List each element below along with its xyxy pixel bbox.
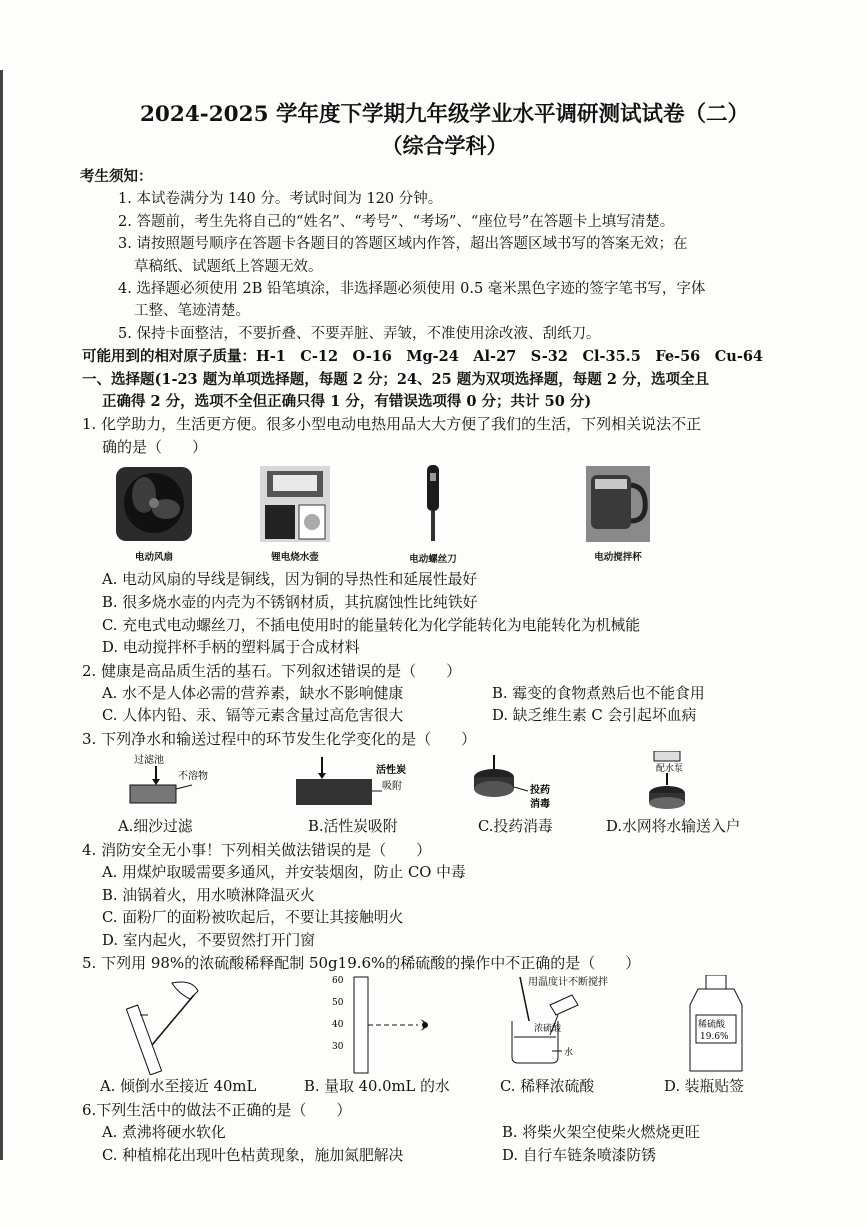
label-insoluble: 不溶物 xyxy=(178,771,208,783)
lab-operation-svg xyxy=(82,975,787,1075)
question-4 xyxy=(82,839,787,952)
pouring-diagram xyxy=(126,982,198,1075)
option-d: D.水网将水输送入户 xyxy=(606,818,741,836)
label-dose: 投药 xyxy=(530,785,550,797)
scale-tick: 30 xyxy=(332,1042,344,1053)
option-c: C. 面粉厂的面粉被吹起后，不要让其接触明火 xyxy=(102,909,404,927)
figure-mixer-cup xyxy=(578,465,658,563)
notice-item: 工整、笔迹清楚。 xyxy=(134,303,250,320)
notice-heading: 考生须知： xyxy=(80,168,153,185)
option-a: A. 水不是人体必需的营养素，缺水不影响健康 xyxy=(102,684,404,702)
figure-screwdriver xyxy=(388,463,478,565)
question-stem: 4. 消防安全无小事！下列相关做法错误的是（ ） xyxy=(82,841,432,860)
question-stem: 3. 下列净水和输送过程中的环节发生化学变化的是（ ） xyxy=(82,730,477,749)
option-b: B. 油锅着火，用水喷淋降温灭火 xyxy=(102,886,315,904)
question-1 xyxy=(82,413,787,659)
kettle-photo xyxy=(259,465,331,543)
option-a: A. 倾倒水至接近 40mL xyxy=(100,1078,257,1096)
label-disinfect: 消毒 xyxy=(530,799,550,811)
label-filter-pool: 过滤池 xyxy=(134,755,164,767)
notice-section xyxy=(82,166,787,345)
label-dilute-acid: 稀硫酸 xyxy=(698,1020,726,1031)
lab-operation-diagrams xyxy=(82,975,787,1075)
question-stem-cont: 确的是（ ） xyxy=(102,438,208,457)
electric-fan-photo xyxy=(114,465,194,543)
pump-diagram xyxy=(649,751,685,809)
label-stir: 用温度计不断搅拌 xyxy=(528,977,608,989)
label-adsorb: 吸附 xyxy=(382,781,402,793)
scale-tick: 60 xyxy=(332,976,344,987)
disinfect-diagram xyxy=(474,755,550,810)
section-heading-cont: 正确得 2 分，选项不全但正确只得 1 分，有错误选项得 0 分；共计 50 分) xyxy=(102,393,592,411)
figure-caption: 电动风扇 xyxy=(134,552,173,564)
notice-item: 3. 请按照题号顺序在答题卡各题目的答题区域内作答，超出答题区域书写的答案无效；在 xyxy=(118,236,688,253)
scan-edge xyxy=(0,70,3,1160)
figure-caption: 电动搅拌杯 xyxy=(594,552,642,564)
option-captions xyxy=(82,1075,787,1099)
question-stem: 2. 健康是高品质生活的基石。下列叙述错误的是（ ） xyxy=(82,661,462,680)
mixer-cup-photo xyxy=(585,465,651,543)
carbon-diagram xyxy=(296,757,406,805)
option-a: A.细沙过滤 xyxy=(118,818,193,836)
question-6 xyxy=(82,1099,787,1167)
water-process-svg xyxy=(82,751,787,815)
option-a: A. 煮沸将硬水软化 xyxy=(102,1124,226,1142)
figure-kettle xyxy=(254,465,336,563)
question-5 xyxy=(82,952,787,1099)
label-activated-carbon: 活性炭 xyxy=(376,765,406,777)
screwdriver-photo xyxy=(413,463,453,545)
option-d: D. 自行车链条喷漆防锈 xyxy=(502,1147,656,1164)
question-stem: 1. 化学助力，生活更方便。很多小型电动电热用品大大方便了我们的生活，下列相关说法不正 xyxy=(82,415,702,434)
option-d: D. 缺乏维生素 C 会引起坏血病 xyxy=(492,707,697,725)
option-d: D. 室内起火，不要贸然打开门窗 xyxy=(102,931,316,949)
section-heading: 一、选择题(1-23 题为单项选择题，每题 2 分；24、25 题为双项选择题，每题 2 分，选项全且 xyxy=(82,370,709,388)
page-title: 2024-2025 学年度下学期九年级学业水平调研测试试卷（二） xyxy=(139,102,750,127)
option-c: C.投药消毒 xyxy=(478,818,553,836)
option-c: C. 人体内铅、汞、镉等元素含量过高危害很大 xyxy=(102,707,404,725)
figure-caption: 电动螺丝刀 xyxy=(409,554,457,566)
option-b: B.活性炭吸附 xyxy=(308,818,398,836)
notice-item: 草稿纸、试题纸上答题无效。 xyxy=(134,258,323,275)
notice-item: 4. 选择题必须使用 2B 铅笔填涂，非选择题必须使用 0.5 毫米黑色字迹的签字笔书写，字体 xyxy=(118,281,706,298)
bottle-diagram xyxy=(690,975,742,1071)
page-subtitle: （综合学科） xyxy=(381,133,508,158)
atomic-masses: 可能用到的相对原子质量：H-1 C-12 O-16 Mg-24 Al-27 S-32 Cl-35.5 Fe-56 Cu-64 xyxy=(82,348,764,366)
option-b: B. 很多烧水壶的内壳为不锈钢材质，其抗腐蚀性比纯铁好 xyxy=(102,594,478,612)
scale-tick: 50 xyxy=(332,998,344,1009)
water-process-diagrams xyxy=(82,751,787,815)
label-conc-acid: 浓硫酸 xyxy=(534,1024,562,1035)
filter-diagram xyxy=(130,753,208,803)
option-captions xyxy=(82,815,787,839)
option-b: B. 霉变的食物煮熟后也不能食用 xyxy=(492,684,705,702)
notice-item: 5. 保持卡面整洁，不要折叠、不要弄脏、弄皱，不准使用涂改液、刮纸刀。 xyxy=(118,325,601,342)
option-row xyxy=(82,1122,787,1145)
question-stem: 6.下列生活中的做法不正确的是（ ） xyxy=(82,1101,352,1120)
notice-item: 1. 本试卷满分为 140 分。考试时间为 120 分钟。 xyxy=(118,191,443,208)
dilution-diagram xyxy=(512,975,608,1063)
option-d: D. 电动搅拌杯手柄的塑料属于合成材料 xyxy=(102,639,360,657)
option-row xyxy=(82,1145,787,1168)
figure-fan xyxy=(112,465,196,563)
question-2 xyxy=(82,660,787,728)
label-concentration: 19.6% xyxy=(700,1032,729,1043)
option-a: A. 电动风扇的导线是铜线，因为铜的导热性和延展性最好 xyxy=(102,571,478,589)
label-pump: 配水泵 xyxy=(656,764,684,775)
option-b: B. 量取 40.0mL 的水 xyxy=(304,1078,450,1096)
option-row xyxy=(82,705,787,728)
notice-item: 2. 答题前，考生先将自己的“姓名”、“考号”、“考场”、“座位号”在答题卡上填写清楚。 xyxy=(118,213,675,230)
option-b: B. 将柴火架空使柴火燃烧更旺 xyxy=(502,1124,700,1142)
scale-tick: 40 xyxy=(332,1020,344,1031)
option-row xyxy=(82,683,787,706)
question-stem: 5. 下列用 98%的浓硫酸稀释配制 50g19.6%的稀硫酸的操作中不正确的是（ ） xyxy=(82,954,641,973)
option-a: A. 用煤炉取暖需要多通风，并安装烟囱，防止 CO 中毒 xyxy=(102,864,466,882)
figure-caption: 锂电烧水壶 xyxy=(271,552,319,564)
exam-page xyxy=(82,100,787,1168)
option-c: C. 稀释浓硫酸 xyxy=(500,1078,595,1096)
appliance-images xyxy=(82,459,787,569)
option-d: D. 装瓶贴签 xyxy=(664,1078,744,1096)
label-water: 水 xyxy=(564,1048,574,1059)
question-3 xyxy=(82,728,787,839)
cylinder-diagram xyxy=(332,976,428,1073)
option-c: C. 种植棉花出现叶色枯黄现象，施加氮肥解决 xyxy=(102,1147,404,1164)
option-c: C. 充电式电动螺丝刀，不插电使用时的能量转化为化学能转化为电能转化为机械能 xyxy=(102,616,641,634)
